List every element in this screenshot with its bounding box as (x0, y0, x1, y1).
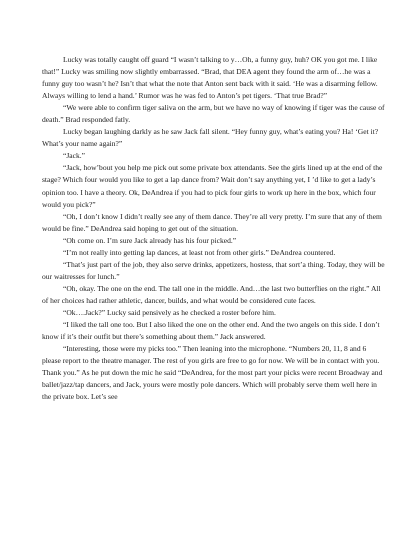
paragraph: Lucky was totally caught off guard “I wasn’t talking to y…Oh, a funny guy, huh? OK you got me. I like that!” Lucky was smiling now slightly embarrassed. “Brad, that DEA agent they found the arm of…he was a funny guy too wasn’t he? Isn’t that what the note that Anton sent back with it said. ‘He was a disarming fellow. Always willing to lend a hand.’ Rumor was he was fed to Anton’s pet tigers. ‘That true Brad?” (42, 55, 378, 101)
paragraph: “Oh, okay. The one on the end. The tall one in the middle. And…the last two butterflies on the right.” All of her choices had rather athletic, dancer, builds, and what would be considered cute faces. (42, 283, 381, 305)
paragraph: “We were able to confirm tiger saliva on the arm, but we have no way of knowing if tiger was the cause of death.” Brad responded fatly. (42, 103, 385, 125)
paragraph: “I’m not really into getting lap dances, at least not from other girls.” DeAndrea countered. (63, 247, 336, 257)
paragraph: “Oh come on. I’m sure Jack already has his four picked.” (63, 235, 237, 245)
paragraph: “Jack.” (63, 151, 85, 161)
paragraph: “I liked the tall one too. But I also liked the one on the other end. And the two angels on this side. I don’t know if it’s their outfit but there’s something about them.” Jack answered. (42, 320, 380, 342)
paragraph: “Oh, I don’t know I didn’t really see any of them dance. They’re all very pretty. I’m sure that any of them would be fine.” DeAndrea said hoping to get out of the situation. (42, 211, 382, 233)
paragraph: “Ok….Jack?” Lucky said pensively as he checked a roster before him. (63, 307, 276, 317)
paragraph: “Interesting, those were my picks too.” Then leaning into the microphone. “Numbers 20, 11, 8 and 6 please report to the theatre manager. The rest of you girls are free to go for now. We will be in contact with you. Thank you.” As he put down the mic he said “DeAndrea, for the most part your picks were recent Broadway and ballet/jazz/tap dancers, and Jack, yours were mostly pole dancers. Which will probably serve them well here in the private box. Let’s see (42, 344, 383, 402)
paragraph: Lucky began laughing darkly as he saw Jack fall silent. “Hey funny guy, what’s eating you? Ha! ‘Get it? What’s your name again?” (42, 127, 379, 149)
paragraph: “Jack, how’bout you help me pick out some private box attendants. See the girls lined up at the end of the stage? Which four would you like to get a lap dance from? Wait don’t say anything yet, I ’d like to get a lady’s opinion too. I have a theory. Ok, DeAndrea if you had to pick four girls to work up here in the box, which four would you pick?” (42, 163, 383, 209)
paragraph: “That’s just part of the job, they also serve drinks, appetizers, hostess, that sort’a thing. Today, they will be our waitresses for lunch.” (42, 259, 385, 281)
